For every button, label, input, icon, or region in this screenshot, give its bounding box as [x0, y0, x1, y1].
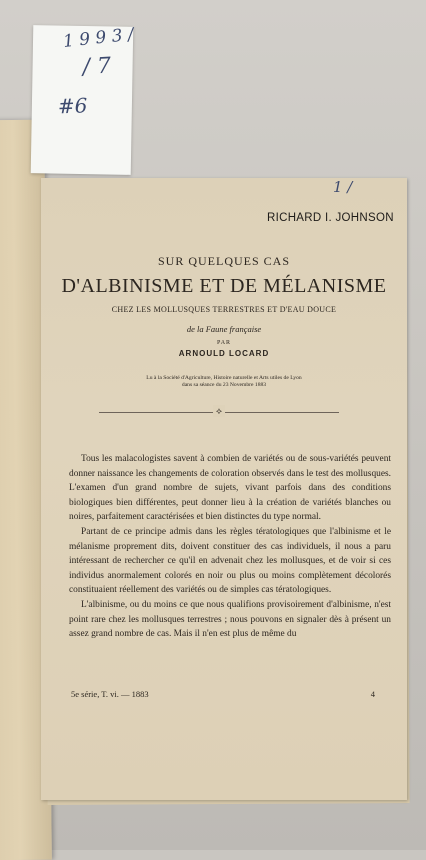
owner-stamp: RICHARD I. JOHNSON: [267, 212, 394, 224]
paragraph: L'albinisme, ou du moins ce que nous qualifions provisoirement d'albinisme, n'est point rare chez les mollusques terrestres ; nous pouvons en signaler dès à présent un assez grand nombre de cas. Mais il n'en est plus de même du: [69, 599, 391, 640]
handwritten-fraction: / 7: [81, 53, 112, 80]
handwritten-item-number: #6: [57, 93, 88, 119]
title-main: D'ALBINISME ET DE MÉLANISME: [61, 275, 387, 297]
title-region: de la Faune française: [186, 324, 262, 334]
handwritten-corner-mark: 1 /: [333, 178, 353, 196]
page-footer: [71, 689, 375, 699]
paragraph: Partant de ce principe admis dans les règles tératologiques que l'albinisme et le mélanisme proprement dits, doivent constituer des cas individuels, il nous a paru intéressant de rechercher ce qu'il en advenait chez les mollusques, et de voir si ces individus anormalement colorés en noir ou plus ou moins complètement décolorés constituaient réellement des variétés ou de simples cas tératologiques.: [69, 526, 391, 596]
signature-mark: 4: [370, 689, 375, 699]
title-subtitle: CHEZ LES MOLLUSQUES TERRESTRES ET D'EAU DOUCE: [111, 305, 337, 314]
ornament-glyph: ⟡: [213, 405, 225, 417]
by-label: PAR: [216, 340, 232, 346]
title-small: SUR QUELQUES CAS: [157, 254, 290, 268]
handwritten-number: 1 9 9 3 /: [62, 24, 135, 52]
author-name: ARNOULD LOCARD: [178, 349, 270, 358]
sticky-note: [31, 25, 134, 175]
body-text: [69, 452, 391, 642]
reading-note: [91, 375, 357, 389]
divider-ornament: [99, 408, 339, 416]
series-reference: 5e série, T. vi. — 1883: [71, 689, 149, 699]
reading-note-line-1: Lu à la Société d'Agriculture, Histoire naturelle et Arts utiles de Lyon: [146, 375, 302, 381]
paragraph: Tous les malacologistes savent à combien de variétés ou de sous-variétés peuvent donner naissance les changements de coloration observés dans le test des mollusques. L'examen d'un grand nombre de sujets, vivant parfois dans des conditions biologiques bien différentes, peut donner lieu à la création de variétés blanches ou noires, parfaitement caractérisées et bien distinctes du type normal.: [69, 454, 391, 523]
document-page: [41, 178, 407, 800]
reading-note-line-2: dans sa séance du 23 Novembre 1883: [181, 382, 267, 388]
